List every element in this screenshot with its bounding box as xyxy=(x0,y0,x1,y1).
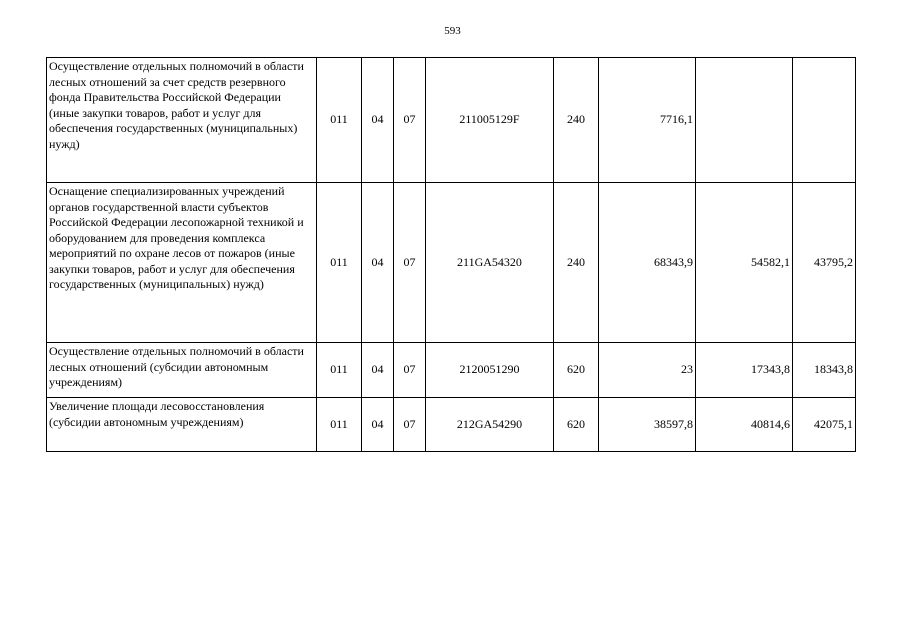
table-row xyxy=(47,343,856,398)
amount-year-1: 7716,1 xyxy=(599,58,696,183)
expense-type-code: 620 xyxy=(554,398,599,452)
amount-year-1: 68343,9 xyxy=(599,183,696,343)
ministry-code: 011 xyxy=(317,343,362,398)
expense-type-code: 240 xyxy=(554,183,599,343)
amount-year-2: 17343,8 xyxy=(696,343,793,398)
amount-year-1: 38597,8 xyxy=(599,398,696,452)
amount-year-3 xyxy=(793,58,856,183)
row-name: Оснащение специализированных учреждений органов государственной власти субъектов Российской Федерации лесопожарной техникой и оборудованием для проведения комплекса мероприятий по охране лесов от пожаров (иные закупки товаров, работ и услуг для обеспечения государственных (муниципальных) нужд) xyxy=(47,183,317,343)
page-number: 593 xyxy=(444,25,461,37)
row-name: Увеличение площади лесовосстановления (субсидии автономным учреждениям) xyxy=(47,398,317,452)
subsection-code: 07 xyxy=(394,183,426,343)
row-name: Осуществление отдельных полномочий в области лесных отношений (субсидии автономным учреждениям) xyxy=(47,343,317,398)
amount-year-3: 18343,8 xyxy=(793,343,856,398)
table-row xyxy=(47,183,856,343)
section-code: 04 xyxy=(362,183,394,343)
row-name: Осуществление отдельных полномочий в области лесных отношений за счет средств резервного фонда Правительства Российской Федерации (иные закупки товаров, работ и услуг для обеспечения государственных (муниципальных) нужд) xyxy=(47,58,317,183)
table-row xyxy=(47,58,856,183)
budget-table xyxy=(46,57,856,452)
target-code: 2120051290 xyxy=(426,343,554,398)
target-code: 212GA54290 xyxy=(426,398,554,452)
table-row xyxy=(47,398,856,452)
amount-year-3: 43795,2 xyxy=(793,183,856,343)
ministry-code: 011 xyxy=(317,58,362,183)
target-code: 211GA54320 xyxy=(426,183,554,343)
section-code: 04 xyxy=(362,343,394,398)
amount-year-2 xyxy=(696,58,793,183)
amount-year-3: 42075,1 xyxy=(793,398,856,452)
subsection-code: 07 xyxy=(394,58,426,183)
amount-year-2: 54582,1 xyxy=(696,183,793,343)
expense-type-code: 240 xyxy=(554,58,599,183)
target-code: 211005129F xyxy=(426,58,554,183)
section-code: 04 xyxy=(362,398,394,452)
expense-type-code: 620 xyxy=(554,343,599,398)
amount-year-1: 23 xyxy=(599,343,696,398)
ministry-code: 011 xyxy=(317,183,362,343)
amount-year-2: 40814,6 xyxy=(696,398,793,452)
section-code: 04 xyxy=(362,58,394,183)
ministry-code: 011 xyxy=(317,398,362,452)
subsection-code: 07 xyxy=(394,398,426,452)
subsection-code: 07 xyxy=(394,343,426,398)
